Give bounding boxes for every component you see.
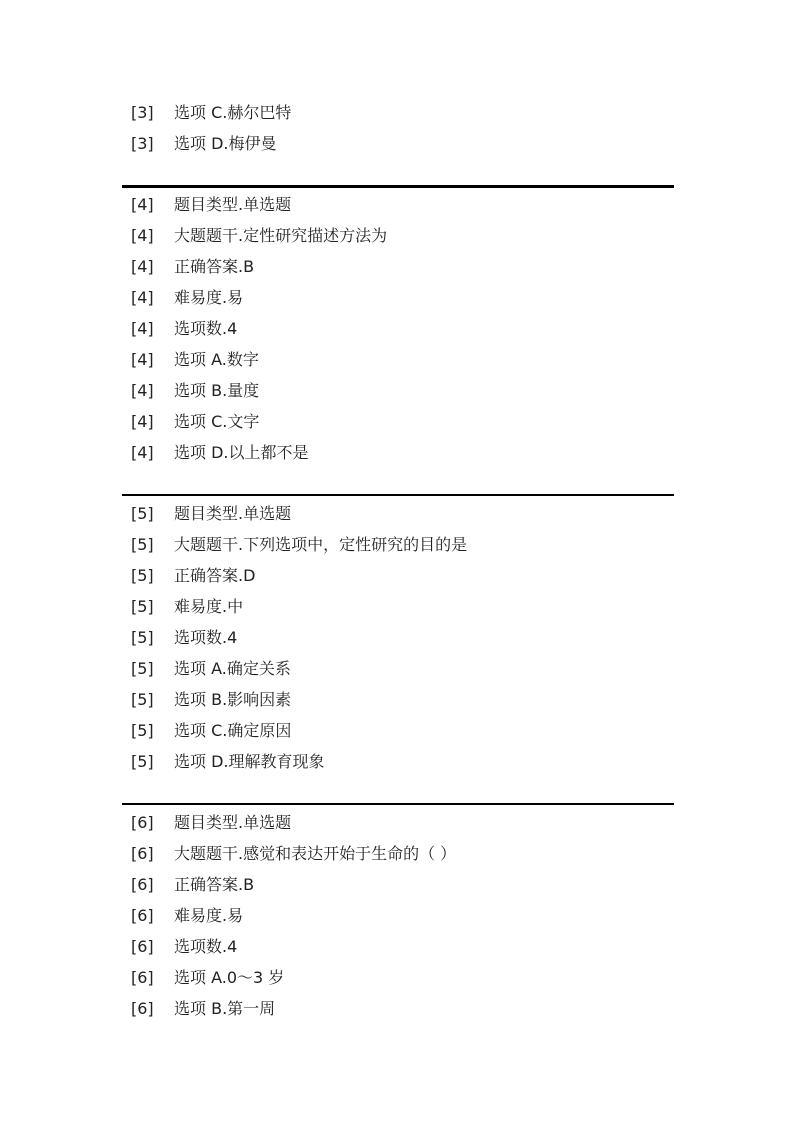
list-item bbox=[0, 529, 793, 560]
line-text: 选项 C.文字 bbox=[174, 412, 260, 431]
question-number: [4] bbox=[131, 443, 154, 462]
line-text: 难易度.易 bbox=[174, 288, 244, 307]
line-text: 选项 A.0～3 岁 bbox=[174, 968, 285, 987]
question-number: [5] bbox=[131, 690, 154, 709]
question-number: [6] bbox=[131, 875, 154, 894]
section-divider bbox=[122, 185, 674, 188]
list-item bbox=[0, 900, 793, 931]
list-item bbox=[0, 715, 793, 746]
question-block-4 bbox=[0, 189, 793, 468]
question-number: [6] bbox=[131, 968, 154, 987]
line-text: 选项 D.梅伊曼 bbox=[174, 134, 277, 153]
list-item bbox=[0, 807, 793, 838]
question-number: [4] bbox=[131, 350, 154, 369]
list-item bbox=[0, 282, 793, 313]
line-text: 选项数.4 bbox=[174, 319, 238, 338]
list-item bbox=[0, 962, 793, 993]
line-text: 大题题干.下列选项中，定性研究的目的是 bbox=[174, 535, 468, 554]
question-number: [5] bbox=[131, 752, 154, 771]
line-text: 题目类型.单选题 bbox=[174, 813, 292, 832]
list-item bbox=[0, 498, 793, 529]
list-item bbox=[0, 622, 793, 653]
question-number: [3] bbox=[131, 103, 154, 122]
line-text: 选项 C.赫尔巴特 bbox=[174, 103, 292, 122]
line-text: 题目类型.单选题 bbox=[174, 195, 292, 214]
line-text: 选项数.4 bbox=[174, 937, 238, 956]
question-number: [5] bbox=[131, 597, 154, 616]
question-number: [4] bbox=[131, 288, 154, 307]
list-item bbox=[0, 251, 793, 282]
list-item bbox=[0, 189, 793, 220]
list-item bbox=[0, 437, 793, 468]
question-number: [5] bbox=[131, 535, 154, 554]
line-text: 难易度.中 bbox=[174, 597, 244, 616]
question-number: [6] bbox=[131, 906, 154, 925]
question-number: [4] bbox=[131, 381, 154, 400]
line-text: 正确答案.D bbox=[174, 566, 256, 585]
question-number: [5] bbox=[131, 628, 154, 647]
line-text: 选项 C.确定原因 bbox=[174, 721, 292, 740]
list-item bbox=[0, 560, 793, 591]
line-text: 选项数.4 bbox=[174, 628, 238, 647]
question-block-5 bbox=[0, 498, 793, 777]
line-text: 选项 B.量度 bbox=[174, 381, 260, 400]
list-item bbox=[0, 406, 793, 437]
section-divider bbox=[122, 803, 674, 805]
question-block-6 bbox=[0, 807, 793, 1024]
list-item bbox=[0, 838, 793, 869]
line-text: 大题题干.感觉和表达开始于生命的（ ） bbox=[174, 844, 457, 863]
list-item bbox=[0, 220, 793, 251]
line-text: 难易度.易 bbox=[174, 906, 244, 925]
question-number: [6] bbox=[131, 813, 154, 832]
line-text: 选项 D.以上都不是 bbox=[174, 443, 309, 462]
section-divider bbox=[122, 494, 674, 496]
question-number: [5] bbox=[131, 504, 154, 523]
question-number: [5] bbox=[131, 721, 154, 740]
list-item bbox=[0, 375, 793, 406]
line-text: 正确答案.B bbox=[174, 257, 255, 276]
line-text: 大题题干.定性研究描述方法为 bbox=[174, 226, 388, 245]
question-number: [5] bbox=[131, 659, 154, 678]
list-item bbox=[0, 684, 793, 715]
question-block-3 bbox=[0, 97, 793, 159]
question-number: [4] bbox=[131, 257, 154, 276]
question-number: [6] bbox=[131, 937, 154, 956]
list-item bbox=[0, 344, 793, 375]
question-number: [4] bbox=[131, 226, 154, 245]
list-item bbox=[0, 931, 793, 962]
question-number: [3] bbox=[131, 134, 154, 153]
line-text: 选项 A.确定关系 bbox=[174, 659, 291, 678]
list-item bbox=[0, 313, 793, 344]
question-number: [4] bbox=[131, 195, 154, 214]
list-item bbox=[0, 746, 793, 777]
list-item bbox=[0, 653, 793, 684]
line-text: 选项 A.数字 bbox=[174, 350, 259, 369]
line-text: 选项 D.理解教育现象 bbox=[174, 752, 325, 771]
question-number: [6] bbox=[131, 844, 154, 863]
question-number: [5] bbox=[131, 566, 154, 585]
list-item bbox=[0, 869, 793, 900]
list-item bbox=[0, 591, 793, 622]
line-text: 题目类型.单选题 bbox=[174, 504, 292, 523]
line-text: 选项 B.影响因素 bbox=[174, 690, 292, 709]
question-number: [4] bbox=[131, 412, 154, 431]
list-item bbox=[0, 993, 793, 1024]
line-text: 正确答案.B bbox=[174, 875, 255, 894]
line-text: 选项 B.第一周 bbox=[174, 999, 276, 1018]
question-number: [4] bbox=[131, 319, 154, 338]
question-number: [6] bbox=[131, 999, 154, 1018]
list-item bbox=[0, 128, 793, 159]
list-item bbox=[0, 97, 793, 128]
